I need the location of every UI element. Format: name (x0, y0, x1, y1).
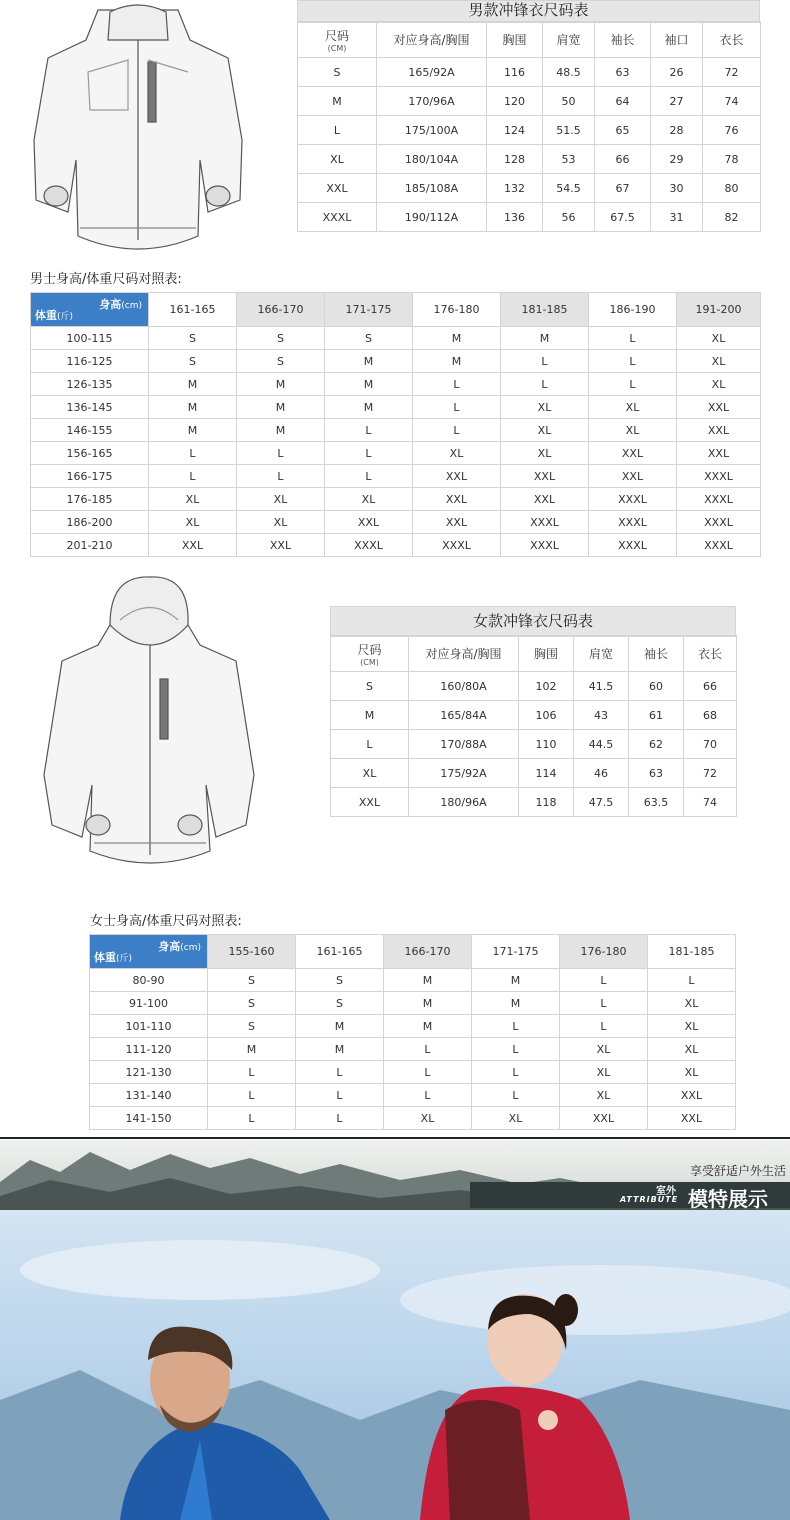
women-map-row-cell: L (560, 992, 648, 1015)
men-size-row-cell: 30 (651, 174, 703, 203)
women-size-header: 肩宽 (574, 636, 629, 672)
women-size-row-cell: 106 (519, 701, 574, 730)
men-size-row (298, 58, 761, 87)
women-size-row-cell: 43 (574, 701, 629, 730)
men-map-row-cell: L (413, 396, 501, 419)
women-size-row-cell: 61 (629, 701, 684, 730)
men-map-row-cell: S (149, 350, 237, 373)
men-map-row-cell: XXXL (325, 534, 413, 557)
women-map-row-cell: L (560, 1015, 648, 1038)
women-map-row-cell: XXL (648, 1107, 736, 1130)
women-map-row-cell: M (296, 1038, 384, 1061)
men-size-row-key-cell: XXXL (298, 203, 377, 232)
banner-top-rule (0, 1137, 790, 1139)
women-map-row-cell: L (648, 969, 736, 992)
women-map-title: 女士身高/体重尺码对照表: (90, 914, 242, 929)
men-map-row-cell: XXXL (677, 534, 761, 557)
banner-strip (0, 1140, 790, 1210)
women-map-row-cell: XL (648, 1015, 736, 1038)
men-map-row-key-cell: 166-175 (31, 465, 149, 488)
women-map-col: 166-170 (384, 935, 472, 969)
women-size-header: 胸围 (519, 636, 574, 672)
women-map-col: 171-175 (472, 935, 560, 969)
men-map-row-cell: XL (149, 488, 237, 511)
women-size-row-key-cell: S (331, 672, 409, 701)
women-map-row-cell: L (472, 1015, 560, 1038)
men-size-header: 胸围 (487, 22, 543, 58)
men-map-row-cell: L (325, 465, 413, 488)
women-size-row-cell: 118 (519, 788, 574, 817)
women-map-row-key-cell: 101-110 (90, 1015, 208, 1038)
men-map-row-cell: S (149, 327, 237, 350)
women-map-row-key-cell: 121-130 (90, 1061, 208, 1084)
men-map-row (31, 511, 761, 534)
men-map-row-cell: L (325, 442, 413, 465)
men-size-row-key-cell: XL (298, 145, 377, 174)
men-map-row-cell: L (589, 373, 677, 396)
women-map-col: 155-160 (208, 935, 296, 969)
men-map-row-key-cell: 176-185 (31, 488, 149, 511)
men-map-row-key-cell: 126-135 (31, 373, 149, 396)
men-map-row-cell: M (325, 350, 413, 373)
women-map-row-cell: S (296, 969, 384, 992)
women-size-row-cell: 102 (519, 672, 574, 701)
women-size-row-cell: 175/92A (409, 759, 519, 788)
men-map-row-cell: XL (149, 511, 237, 534)
women-size-row-cell: 160/80A (409, 672, 519, 701)
men-map-row-key-cell: 146-155 (31, 419, 149, 442)
women-size-row-key-cell: XXL (331, 788, 409, 817)
men-map-row-cell: M (149, 373, 237, 396)
men-map-row-cell: S (237, 327, 325, 350)
men-map-row-cell: L (149, 442, 237, 465)
women-size-row (331, 672, 737, 701)
men-size-row-cell: 72 (703, 58, 761, 87)
women-map-row-cell: XXL (648, 1084, 736, 1107)
women-map-row-cell: XL (384, 1107, 472, 1130)
women-map-row (90, 992, 736, 1015)
women-map-row (90, 1061, 736, 1084)
men-size-row-cell: 27 (651, 87, 703, 116)
men-size-row-cell: 26 (651, 58, 703, 87)
women-size-header: 袖长 (629, 636, 684, 672)
women-size-row-key-cell: L (331, 730, 409, 759)
women-map-row-cell: L (384, 1061, 472, 1084)
women-map-row (90, 969, 736, 992)
men-size-row-cell: 67.5 (595, 203, 651, 232)
men-size-row-cell: 82 (703, 203, 761, 232)
men-map-row-cell: XL (589, 419, 677, 442)
men-map-row-cell: M (325, 396, 413, 419)
men-size-row-cell: 180/104A (377, 145, 487, 174)
women-size-row-cell: 170/88A (409, 730, 519, 759)
men-map-row-cell: L (413, 373, 501, 396)
women-size-row (331, 759, 737, 788)
men-map-row-cell: XXL (413, 488, 501, 511)
men-map-row-cell: XXXL (677, 488, 761, 511)
women-size-title: 女款冲锋衣尺码表 (330, 606, 736, 637)
men-map-row-cell: XXXL (413, 534, 501, 557)
men-size-row-key-cell: S (298, 58, 377, 87)
women-map-row-key-cell: 91-100 (90, 992, 208, 1015)
men-map-row-cell: XL (677, 350, 761, 373)
women-map-row-cell: XL (648, 992, 736, 1015)
women-size-row-cell: 165/84A (409, 701, 519, 730)
women-map-row-key-cell: 131-140 (90, 1084, 208, 1107)
women-map-row-cell: L (384, 1084, 472, 1107)
women-map-row-cell: S (296, 992, 384, 1015)
men-map-title: 男士身高/体重尺码对照表: (30, 272, 182, 287)
women-map-row-cell: XXL (560, 1107, 648, 1130)
men-size-header: 袖长 (595, 22, 651, 58)
men-map-row-cell: XL (677, 373, 761, 396)
men-size-row-cell: 136 (487, 203, 543, 232)
women-map-row-cell: M (384, 992, 472, 1015)
men-map-col: 186-190 (589, 293, 677, 327)
women-map-row-cell: L (472, 1061, 560, 1084)
men-size-row-cell: 80 (703, 174, 761, 203)
men-map-row-cell: XL (677, 327, 761, 350)
men-map-row-cell: M (149, 396, 237, 419)
women-size-row-cell: 41.5 (574, 672, 629, 701)
women-map-row-cell: S (208, 969, 296, 992)
men-map-row-cell: S (325, 327, 413, 350)
women-map-row-key-cell: 111-120 (90, 1038, 208, 1061)
women-size-row-cell: 66 (684, 672, 737, 701)
women-map-row-cell: XL (648, 1038, 736, 1061)
men-map-row-cell: XXL (237, 534, 325, 557)
women-map-row-cell: L (296, 1084, 384, 1107)
men-map-row-cell: L (413, 419, 501, 442)
men-map-row (31, 465, 761, 488)
men-size-table (297, 21, 761, 232)
men-size-row-cell: 190/112A (377, 203, 487, 232)
men-map-row-cell: XXXL (501, 511, 589, 534)
men-map-row-cell: XXL (677, 419, 761, 442)
men-map-row-cell: XXL (589, 465, 677, 488)
men-map-row-cell: M (413, 350, 501, 373)
men-size-row-key-cell: XXL (298, 174, 377, 203)
women-map-row-cell: XL (560, 1084, 648, 1107)
men-size-row-cell: 65 (595, 116, 651, 145)
men-map-row-cell: L (237, 465, 325, 488)
men-map-row-cell: M (237, 373, 325, 396)
women-map-row-cell: L (208, 1107, 296, 1130)
men-size-row-cell: 28 (651, 116, 703, 145)
men-size-title: 男款冲锋衣尺码表 (297, 0, 760, 23)
men-size-row-cell: 120 (487, 87, 543, 116)
men-map-row-key-cell: 136-145 (31, 396, 149, 419)
women-map-corner: 身高(cm) 体重(斤) (90, 935, 208, 969)
men-size-row-cell: 116 (487, 58, 543, 87)
men-map-col: 171-175 (325, 293, 413, 327)
women-map-row-cell: L (208, 1061, 296, 1084)
men-map-row-cell: L (501, 350, 589, 373)
men-size-row-cell: 76 (703, 116, 761, 145)
men-size-row-cell: 165/92A (377, 58, 487, 87)
men-size-row-cell: 63 (595, 58, 651, 87)
men-map-row-cell: XXXL (589, 488, 677, 511)
women-map-col: 176-180 (560, 935, 648, 969)
men-size-row-key-cell: L (298, 116, 377, 145)
men-map-col: 191-200 (677, 293, 761, 327)
men-size-row-cell: 170/96A (377, 87, 487, 116)
men-size-row (298, 203, 761, 232)
men-size-row-cell: 128 (487, 145, 543, 174)
women-size-header: 对应身高/胸围 (409, 636, 519, 672)
men-map-row-cell: XL (325, 488, 413, 511)
women-size-row (331, 730, 737, 759)
women-size-row-cell: 70 (684, 730, 737, 759)
women-size-row-cell: 63 (629, 759, 684, 788)
men-map-row-cell: XXL (589, 442, 677, 465)
men-map-row-cell: L (237, 442, 325, 465)
women-size-row-cell: 110 (519, 730, 574, 759)
women-map-row-cell: XL (472, 1107, 560, 1130)
women-map-row-cell: L (560, 969, 648, 992)
men-map-row-cell: XXL (501, 465, 589, 488)
men-size-row-cell: 66 (595, 145, 651, 174)
women-map-row (90, 1015, 736, 1038)
women-map-row (90, 1107, 736, 1130)
women-map-row-cell: XL (648, 1061, 736, 1084)
men-map-row-cell: M (325, 373, 413, 396)
men-map-row-cell: L (501, 373, 589, 396)
men-map-row-cell: M (149, 419, 237, 442)
women-size-row-key-cell: XL (331, 759, 409, 788)
men-map-row-cell: XL (237, 488, 325, 511)
men-map-row-key-cell: 100-115 (31, 327, 149, 350)
men-map-row-cell: L (589, 327, 677, 350)
men-map-row-key-cell: 186-200 (31, 511, 149, 534)
women-map-row-cell: M (384, 969, 472, 992)
men-map-row-cell: XXXL (677, 465, 761, 488)
men-map-row-cell: M (413, 327, 501, 350)
banner-small-cn: 室外 (656, 1186, 676, 1197)
women-size-row-key-cell: M (331, 701, 409, 730)
men-map-row-key-cell: 116-125 (31, 350, 149, 373)
men-size-header: 肩宽 (543, 22, 595, 58)
men-map-row-cell: L (325, 419, 413, 442)
women-size-table (330, 635, 737, 817)
men-map-row-cell: M (237, 396, 325, 419)
women-map-row-cell: L (296, 1107, 384, 1130)
women-size-row (331, 788, 737, 817)
men-map-row-cell: XL (501, 419, 589, 442)
men-map-corner: 身高(cm) 体重(斤) (31, 293, 149, 327)
men-map-col: 161-165 (149, 293, 237, 327)
men-map-row-cell: XXL (677, 442, 761, 465)
men-size-header: 对应身高/胸围 (377, 22, 487, 58)
men-size-header: 衣长 (703, 22, 761, 58)
men-size-row-cell: 29 (651, 145, 703, 174)
men-size-row-cell: 51.5 (543, 116, 595, 145)
men-map-row-cell: L (589, 350, 677, 373)
men-size-row (298, 145, 761, 174)
banner-label-box (470, 1182, 790, 1208)
women-map-col: 161-165 (296, 935, 384, 969)
men-map-row-cell: XXL (413, 511, 501, 534)
women-size-row-cell: 68 (684, 701, 737, 730)
men-map-col: 181-185 (501, 293, 589, 327)
men-map-row (31, 442, 761, 465)
men-size-row (298, 87, 761, 116)
men-jacket-sketch (28, 0, 248, 258)
women-map-row (90, 1084, 736, 1107)
women-map-row-cell: L (472, 1038, 560, 1061)
men-map-row-cell: XL (413, 442, 501, 465)
women-map-row (90, 1038, 736, 1061)
banner-small-en: ATTRIBUTE (620, 1195, 679, 1204)
women-map-row-cell: M (472, 969, 560, 992)
women-size-header-size: 尺码 (CM) (331, 636, 409, 672)
men-map-row-cell: S (237, 350, 325, 373)
men-size-row-cell: 185/108A (377, 174, 487, 203)
men-size-row-cell: 124 (487, 116, 543, 145)
women-size-row-cell: 114 (519, 759, 574, 788)
men-map-row (31, 327, 761, 350)
men-map-row-cell: XXL (501, 488, 589, 511)
men-size-row-cell: 54.5 (543, 174, 595, 203)
women-size-row-cell: 63.5 (629, 788, 684, 817)
women-map-row-cell: L (384, 1038, 472, 1061)
men-map-col: 166-170 (237, 293, 325, 327)
men-map-row-cell: XXXL (501, 534, 589, 557)
men-size-row-cell: 31 (651, 203, 703, 232)
women-size-header: 衣长 (684, 636, 737, 672)
women-map-row-cell: XL (560, 1061, 648, 1084)
men-map-row-key-cell: 201-210 (31, 534, 149, 557)
women-map-row-cell: L (296, 1061, 384, 1084)
women-map-row-key-cell: 80-90 (90, 969, 208, 992)
men-map-row-cell: XXXL (589, 511, 677, 534)
men-map-row-cell: XXL (413, 465, 501, 488)
women-size-row-cell: 180/96A (409, 788, 519, 817)
women-size-row-cell: 46 (574, 759, 629, 788)
men-map-row-cell: XXL (325, 511, 413, 534)
women-map-row-cell: S (208, 1015, 296, 1038)
men-size-row-cell: 132 (487, 174, 543, 203)
men-map-row-cell: M (501, 327, 589, 350)
men-size-row-cell: 50 (543, 87, 595, 116)
women-size-row-cell: 44.5 (574, 730, 629, 759)
men-map-row-cell: XXXL (589, 534, 677, 557)
women-map-row-cell: L (472, 1084, 560, 1107)
men-map-row-cell: M (237, 419, 325, 442)
men-map-row-cell: XXL (149, 534, 237, 557)
men-size-header: 袖口 (651, 22, 703, 58)
women-map-row-cell: XL (560, 1038, 648, 1061)
men-map-row (31, 419, 761, 442)
banner-heading: 模特展示 (688, 1187, 768, 1210)
men-map-row-cell: XL (237, 511, 325, 534)
men-size-row-cell: 64 (595, 87, 651, 116)
men-size-row-cell: 74 (703, 87, 761, 116)
women-map-row-cell: L (208, 1084, 296, 1107)
women-jacket-sketch (40, 575, 258, 875)
men-size-row-cell: 78 (703, 145, 761, 174)
men-size-row (298, 116, 761, 145)
women-size-row-cell: 74 (684, 788, 737, 817)
men-map-row (31, 396, 761, 419)
men-map-row-cell: XL (501, 442, 589, 465)
men-size-header-size: 尺码 (CM) (298, 22, 377, 58)
women-size-row-cell: 60 (629, 672, 684, 701)
men-map-row-cell: L (149, 465, 237, 488)
women-size-row-cell: 62 (629, 730, 684, 759)
men-map-row (31, 534, 761, 557)
men-map-col: 176-180 (413, 293, 501, 327)
men-size-row-cell: 48.5 (543, 58, 595, 87)
men-map-row-cell: XL (501, 396, 589, 419)
women-map-row-cell: M (208, 1038, 296, 1061)
women-map-row-cell: M (296, 1015, 384, 1038)
men-map-row-key-cell: 156-165 (31, 442, 149, 465)
women-map-row-cell: M (384, 1015, 472, 1038)
men-size-row-cell: 175/100A (377, 116, 487, 145)
women-map-table (89, 934, 736, 1130)
men-map-row-cell: XL (589, 396, 677, 419)
women-map-row-key-cell: 141-150 (90, 1107, 208, 1130)
model-photo (0, 1210, 790, 1520)
men-map-row (31, 350, 761, 373)
women-map-row-cell: M (472, 992, 560, 1015)
women-map-col: 181-185 (648, 935, 736, 969)
men-size-row (298, 174, 761, 203)
men-map-row (31, 373, 761, 396)
women-size-row-cell: 47.5 (574, 788, 629, 817)
men-map-row (31, 488, 761, 511)
men-size-row-cell: 56 (543, 203, 595, 232)
men-size-row-cell: 53 (543, 145, 595, 174)
men-size-row-key-cell: M (298, 87, 377, 116)
men-map-row-cell: XXL (677, 396, 761, 419)
banner-tagline: 享受舒适户外生活 (689, 1164, 786, 1178)
men-size-row-cell: 67 (595, 174, 651, 203)
women-size-row-cell: 72 (684, 759, 737, 788)
men-map-row-cell: XXXL (677, 511, 761, 534)
men-map-table (30, 292, 761, 557)
women-size-row (331, 701, 737, 730)
women-map-row-cell: S (208, 992, 296, 1015)
